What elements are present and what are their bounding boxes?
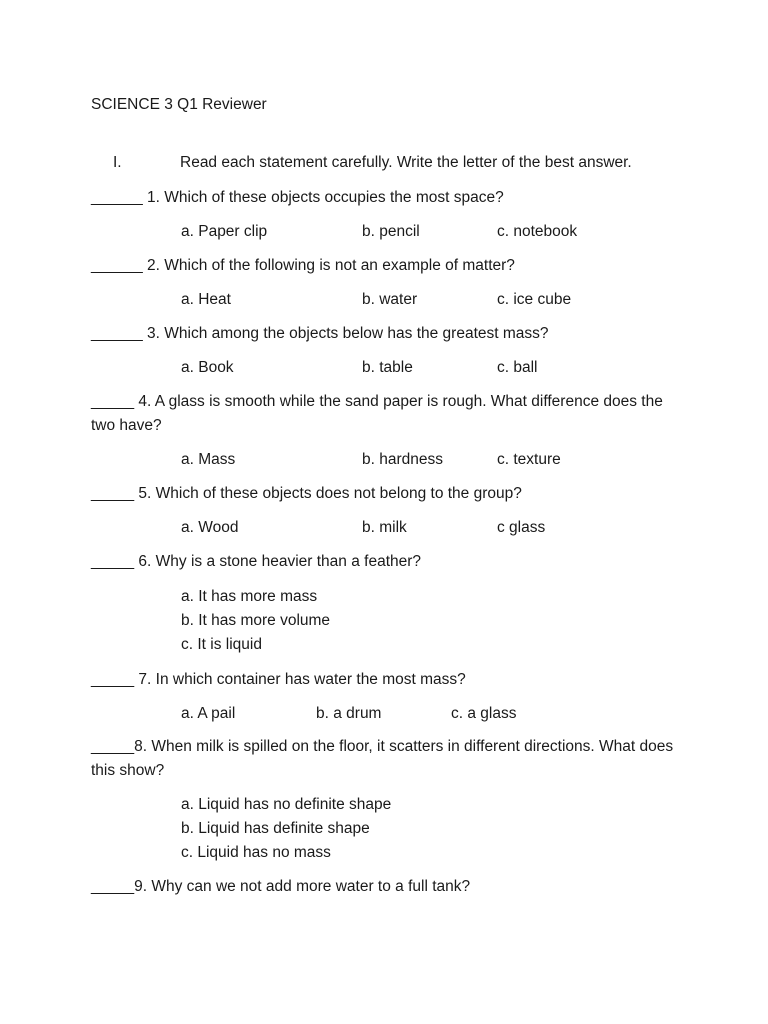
document-title: SCIENCE 3 Q1 Reviewer (91, 96, 267, 113)
option-b: b. pencil (362, 223, 420, 240)
section-instruction (91, 152, 632, 174)
question-1: ______ 1. Which of these objects occupies the most space? (91, 189, 504, 206)
question-6: _____ 6. Why is a stone heavier than a feather? (91, 553, 422, 570)
option-b: b. a drum (316, 705, 382, 722)
question-3: ______ 3. Which among the objects below has the greatest mass? (91, 325, 549, 342)
option-a: a. Paper clip (181, 223, 268, 240)
option-c: c. ball (497, 359, 538, 376)
question-2: ______ 2. Which of the following is not an example of matter? (91, 257, 515, 274)
option-a: a. It has more mass (181, 588, 318, 605)
option-c: c. texture (497, 451, 561, 468)
option-b: b. hardness (362, 451, 443, 468)
options-8 (181, 793, 391, 865)
option-b: b. table (362, 359, 413, 376)
option-c: c. Liquid has no mass (181, 844, 331, 861)
question-8: _____8. When milk is spilled on the floor, it scatters in different directions. What does this show? (91, 738, 674, 779)
option-a: a. Mass (181, 451, 236, 468)
option-c: c. notebook (497, 223, 578, 240)
instruction-text: Read each statement carefully. Write the letter of the best answer. (180, 154, 632, 171)
option-b: b. water (362, 291, 418, 308)
option-b: b. milk (362, 519, 407, 536)
option-a: a. Wood (181, 519, 239, 536)
option-a: a. Heat (181, 291, 231, 308)
question-5: _____ 5. Which of these objects does not belong to the group? (91, 485, 522, 502)
option-a: a. Book (181, 359, 234, 376)
option-a: a. Liquid has no definite shape (181, 796, 392, 813)
question-7: _____ 7. In which container has water the most mass? (91, 671, 466, 688)
question-9: _____9. Why can we not add more water to a full tank? (91, 878, 471, 895)
question-4: _____ 4. A glass is smooth while the sand paper is rough. What difference does the two have? (91, 393, 663, 434)
option-a: a. A pail (181, 705, 236, 722)
option-b: b. Liquid has definite shape (181, 820, 370, 837)
option-c: c. It is liquid (181, 636, 262, 653)
option-c: c glass (497, 519, 546, 536)
section-number: I. (113, 154, 122, 171)
options-6 (181, 585, 330, 657)
option-b: b. It has more volume (181, 612, 331, 629)
option-c: c. a glass (451, 705, 517, 722)
option-c: c. ice cube (497, 291, 572, 308)
